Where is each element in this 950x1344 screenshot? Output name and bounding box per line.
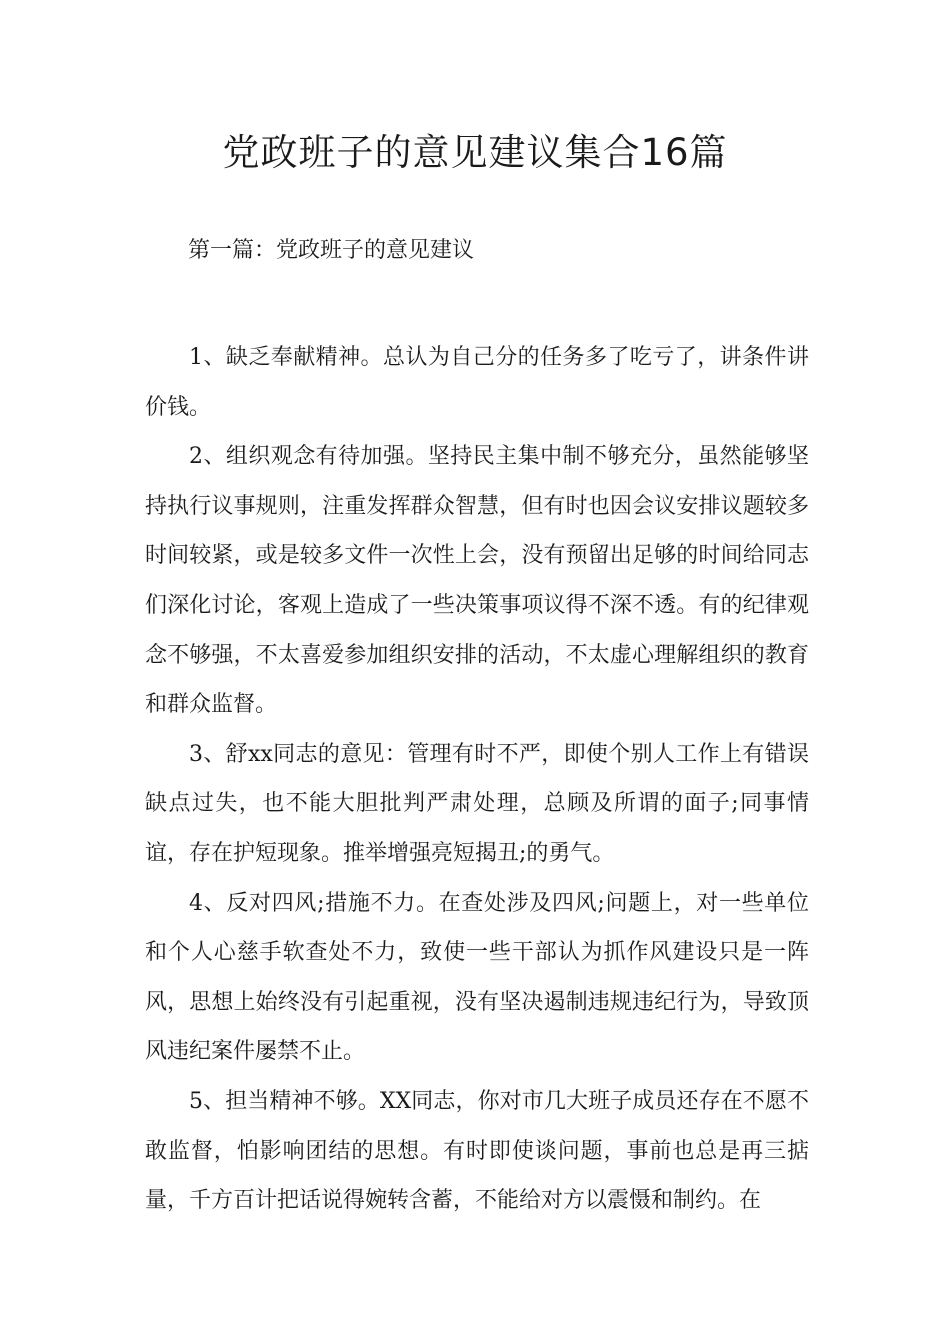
section-heading: 第一篇：党政班子的意见建议	[188, 238, 475, 263]
paragraph: 3、舒xx同志的意见：管理有时不严，即使个别人工作上有错误缺点过失，也不能大胆批判严肃处理，总顾及所谓的面子;同事情谊，存在护短现象。推举增强亮短揭丑;的勇气。	[145, 741, 809, 866]
document-body	[145, 333, 809, 1226]
document-title: 党政班子的意见建议集合16篇	[222, 131, 728, 174]
paragraph: 4、反对四风;措施不力。在查处涉及四风;问题上，对一些单位和个人心慈手软查处不力，致使一些干部认为抓作风建设只是一阵风，思想上始终没有引起重视，没有坚决遏制违规违纪行为，导致顶风违纪案件屡禁不止。	[145, 890, 809, 1065]
paragraph: 5、担当精神不够。XX同志，你对市几大班子成员还存在不愿不敢监督，怕影响团结的思想。有时即使谈问题，事前也总是再三掂量，千方百计把话说得婉转含蓄，不能给对方以震慑和制约。在	[145, 1088, 809, 1214]
paragraph: 2、组织观念有待加强。坚持民主集中制不够充分，虽然能够坚持执行议事规则，注重发挥群众智慧，但有时也因会议安排议题较多时间较紧，或是较多文件一次性上会，没有预留出足够的时间给同志们深化讨论，客观上造成了一些决策事项议得不深不透。有的纪律观念不够强，不太喜爱参加组织安排的活动，不太虚心理解组织的教育和群众监督。	[145, 444, 809, 718]
paragraph: 1、缺乏奉献精神。总认为自己分的任务多了吃亏了，讲条件讲价钱。	[145, 345, 809, 420]
